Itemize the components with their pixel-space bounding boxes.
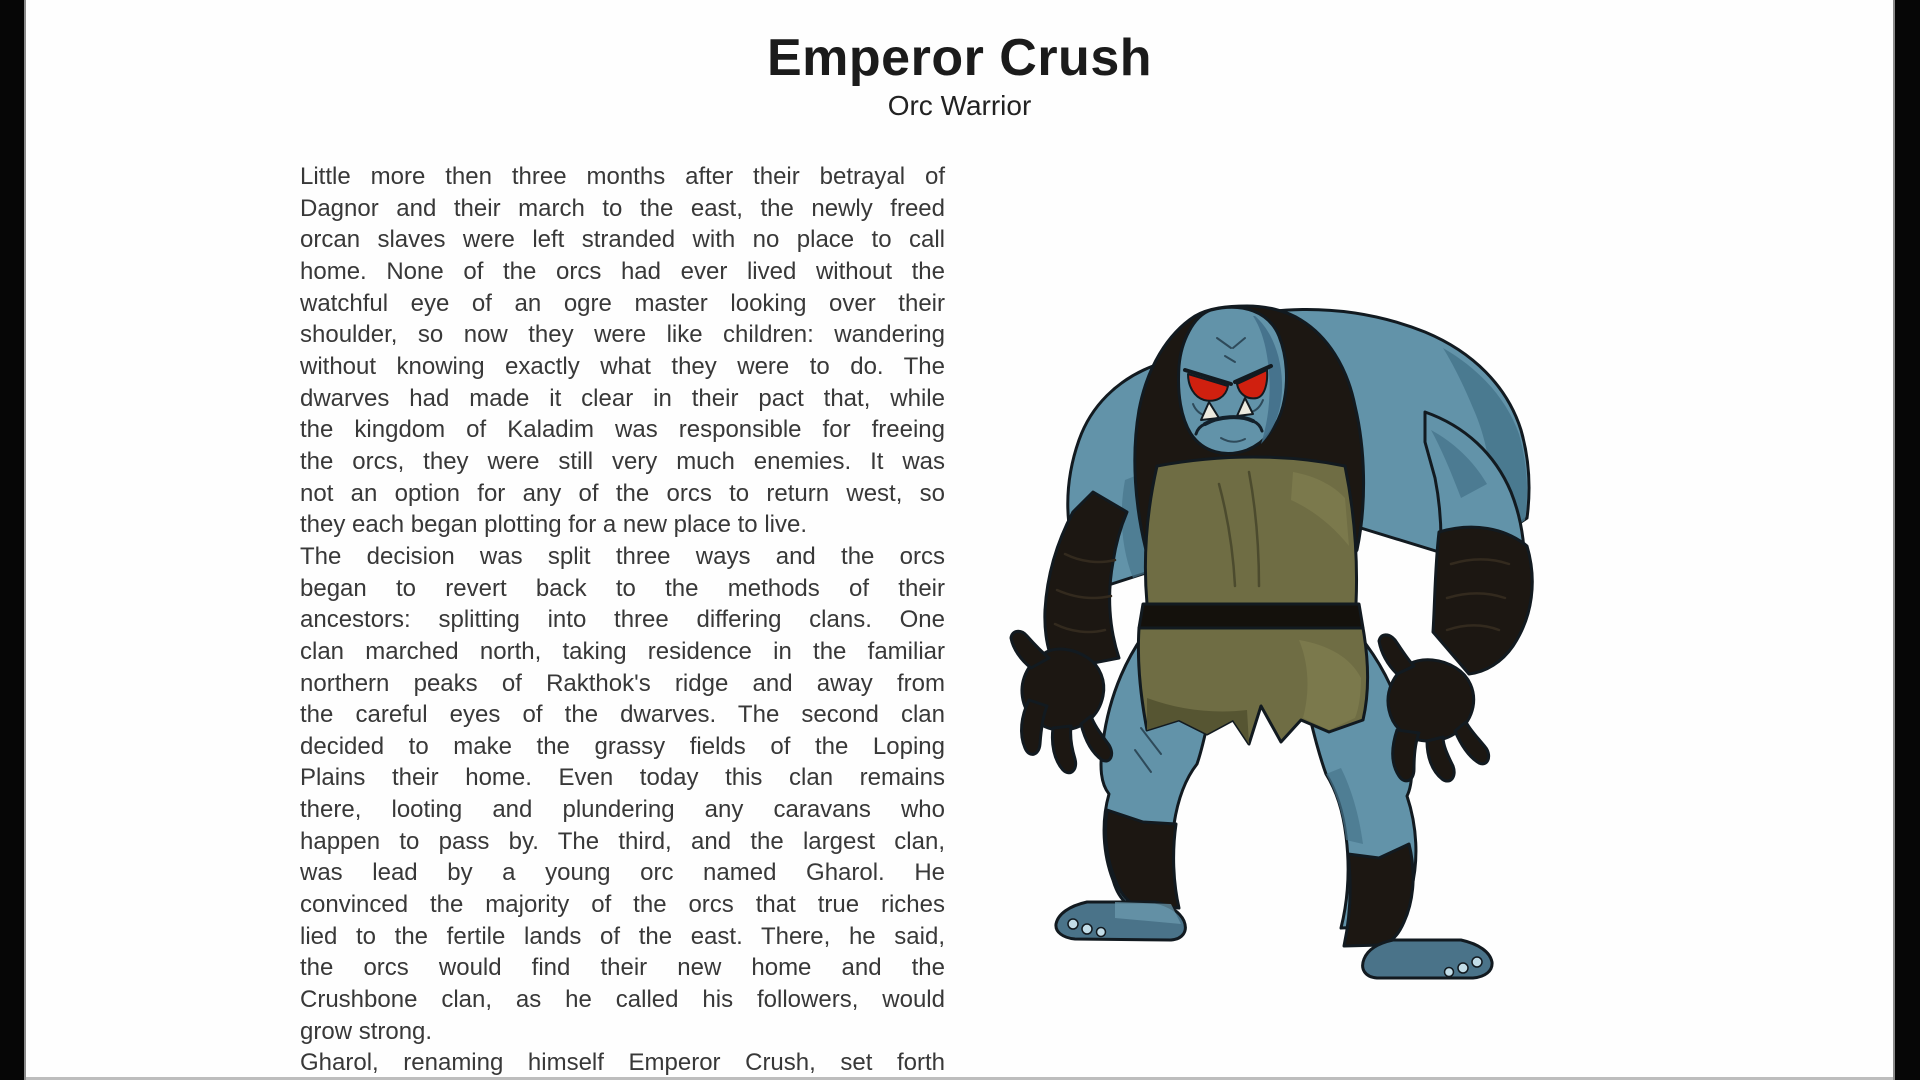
text-line: began to revert back to the methods of their <box>300 574 945 602</box>
text-line: the orcs would find their new home and the <box>300 954 945 982</box>
page-title: Emperor Crush <box>766 29 1153 87</box>
text-line: convinced the majority of the orcs that true riches <box>300 891 945 919</box>
text-line: Little more then three months after their betrayal of <box>300 163 945 190</box>
text-line: there, looting and plundering any caravans who <box>300 796 945 824</box>
page-subtitle: Orc Warrior <box>887 90 1032 121</box>
paragraph <box>300 1047 945 1079</box>
text-line: watchful eye of an ogre master looking over their <box>300 289 945 317</box>
text-line: Crushbone clan, as he called his followers, would <box>300 986 945 1014</box>
text-line: clan marched north, taking residence in the familiar <box>300 637 945 665</box>
text-line: northern peaks of Rakthok's ridge and away from <box>300 669 945 697</box>
text-line: the kingdom of Kaladim was responsible for freeing <box>300 416 945 444</box>
text-line: decided to make the grassy fields of the Loping <box>300 732 945 760</box>
right-black-bar <box>1893 0 1920 1080</box>
left-black-bar <box>0 0 26 1080</box>
text-line: the orcs, they were still very much enemies. It was <box>300 447 945 475</box>
text-line: Dagnor and their march to the east, the newly freed <box>300 194 945 222</box>
text-line: home. None of the orcs had ever lived without the <box>300 257 945 285</box>
text-line: ancestors: splitting into three differing clans. One <box>300 606 945 634</box>
text-line: lied to the fertile lands of the east. There, he said, <box>300 922 945 950</box>
paragraph <box>300 541 945 1048</box>
text-line: shoulder, so now they were like children: wandering <box>300 321 945 349</box>
orc-warrior-illustration <box>995 302 1555 982</box>
article-text <box>300 161 945 1079</box>
text-line: the careful eyes of the dwarves. The second clan <box>300 701 945 729</box>
text-line: happen to pass by. The third, and the largest clan, <box>300 827 945 855</box>
text-line: Plains their home. Even today this clan remains <box>300 764 945 792</box>
text-line: Gharol, renaming himself Emperor Crush, set forth <box>300 1049 945 1077</box>
text-line: not an option for any of the orcs to return west, so <box>300 479 945 507</box>
text-line: dwarves had made it clear in their pact that, while <box>300 384 945 412</box>
text-line: The decision was split three ways and the orcs <box>300 542 945 570</box>
text-line: was lead by a young orc named Gharol. He <box>300 859 945 887</box>
text-line: they each began plotting for a new place to live. <box>300 511 807 539</box>
text-line: orcan slaves were left stranded with no place to call <box>300 226 945 254</box>
paragraph <box>300 161 945 541</box>
text-line: without knowing exactly what they were to do. The <box>300 352 945 380</box>
document-header <box>26 30 1893 122</box>
text-line: grow strong. <box>300 1017 433 1045</box>
